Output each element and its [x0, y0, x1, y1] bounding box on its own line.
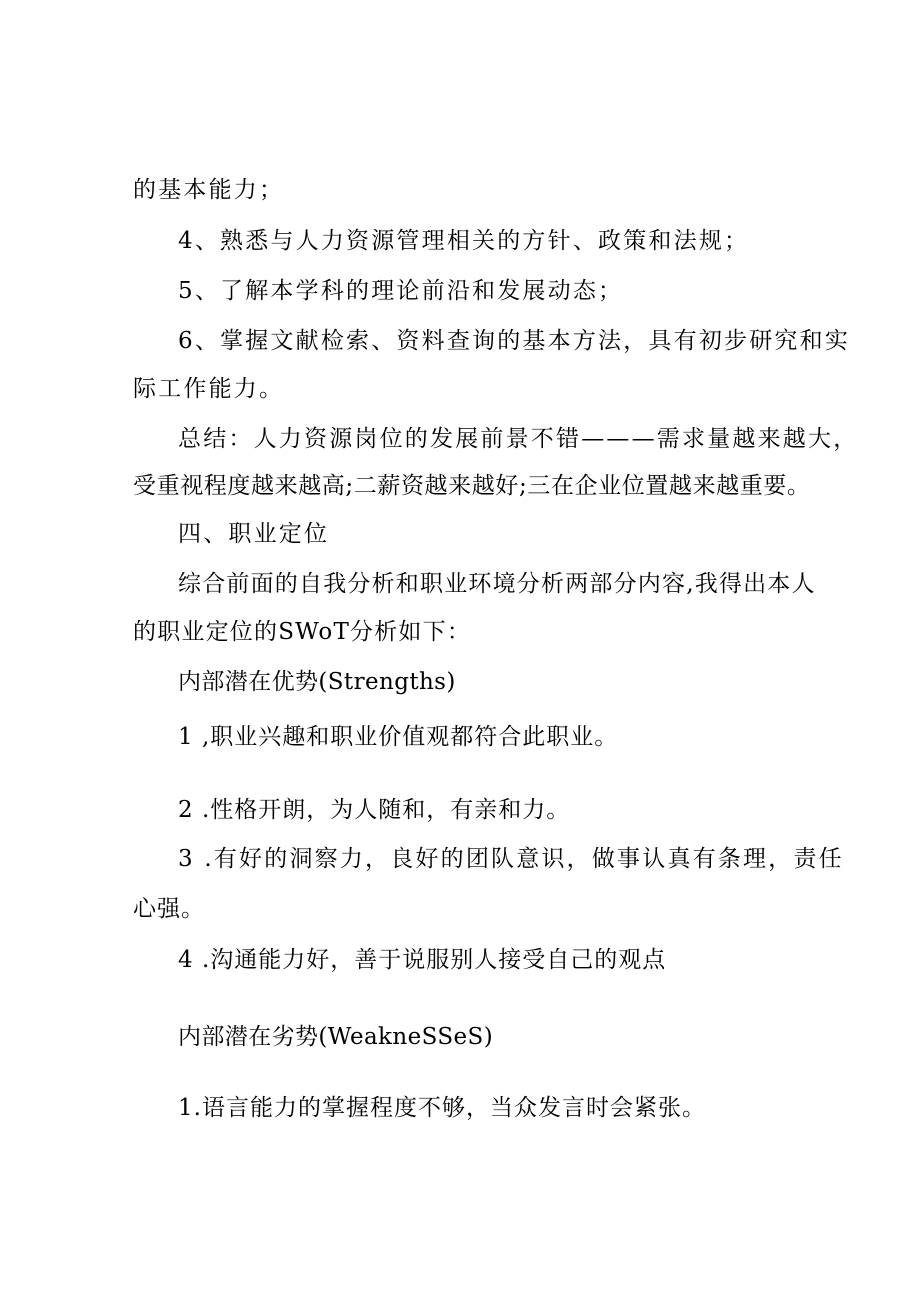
- strength-item-4: 4 .沟通能力好，善于说服别人接受自己的观点: [178, 947, 667, 973]
- text-line-10: 的职业定位的SWoT分析如下：: [133, 619, 472, 645]
- strength-item-2: 2 .性格开朗，为人随和，有亲和力。: [178, 797, 571, 823]
- strength-item-1: 1 ,职业兴趣和职业价值观都符合此职业。: [178, 724, 619, 750]
- text-line-4: 6、掌握文献检索、资料查询的基本方法，具有初步研究和实: [178, 328, 851, 354]
- text-line-15: 心强。: [133, 896, 205, 922]
- text-line-3: 5、了解本学科的理论前沿和发展动态；: [178, 278, 624, 304]
- weakness-item-1: 1.语言能力的掌握程度不够，当众发言时会紧张。: [178, 1095, 706, 1121]
- text-line-2: 4、熟悉与人力资源管理相关的方针、政策和法规；: [178, 228, 750, 254]
- strengths-heading: 内部潜在优势(Strengths): [178, 669, 456, 695]
- text-line-6: 总结：人力资源岗位的发展前景不错———需求量越来越大，: [178, 426, 859, 452]
- text-line-7: 受重视程度越来越高;二薪资越来越好;三在企业位置越来越重要。: [133, 473, 811, 499]
- section-heading: 四、职业定位: [178, 521, 330, 547]
- text-line-9: 综合前面的自我分析和职业环境分析两部分内容,我得出本人: [178, 571, 816, 597]
- weaknesses-heading: 内部潜在劣势(WeakneSSeS): [178, 1024, 494, 1050]
- strength-item-3: 3 .有好的洞察力，良好的团队意识，做事认真有条理，责任: [178, 846, 844, 872]
- text-line-1: 的基本能力；: [133, 177, 285, 203]
- text-line-5: 际工作能力。: [133, 376, 285, 402]
